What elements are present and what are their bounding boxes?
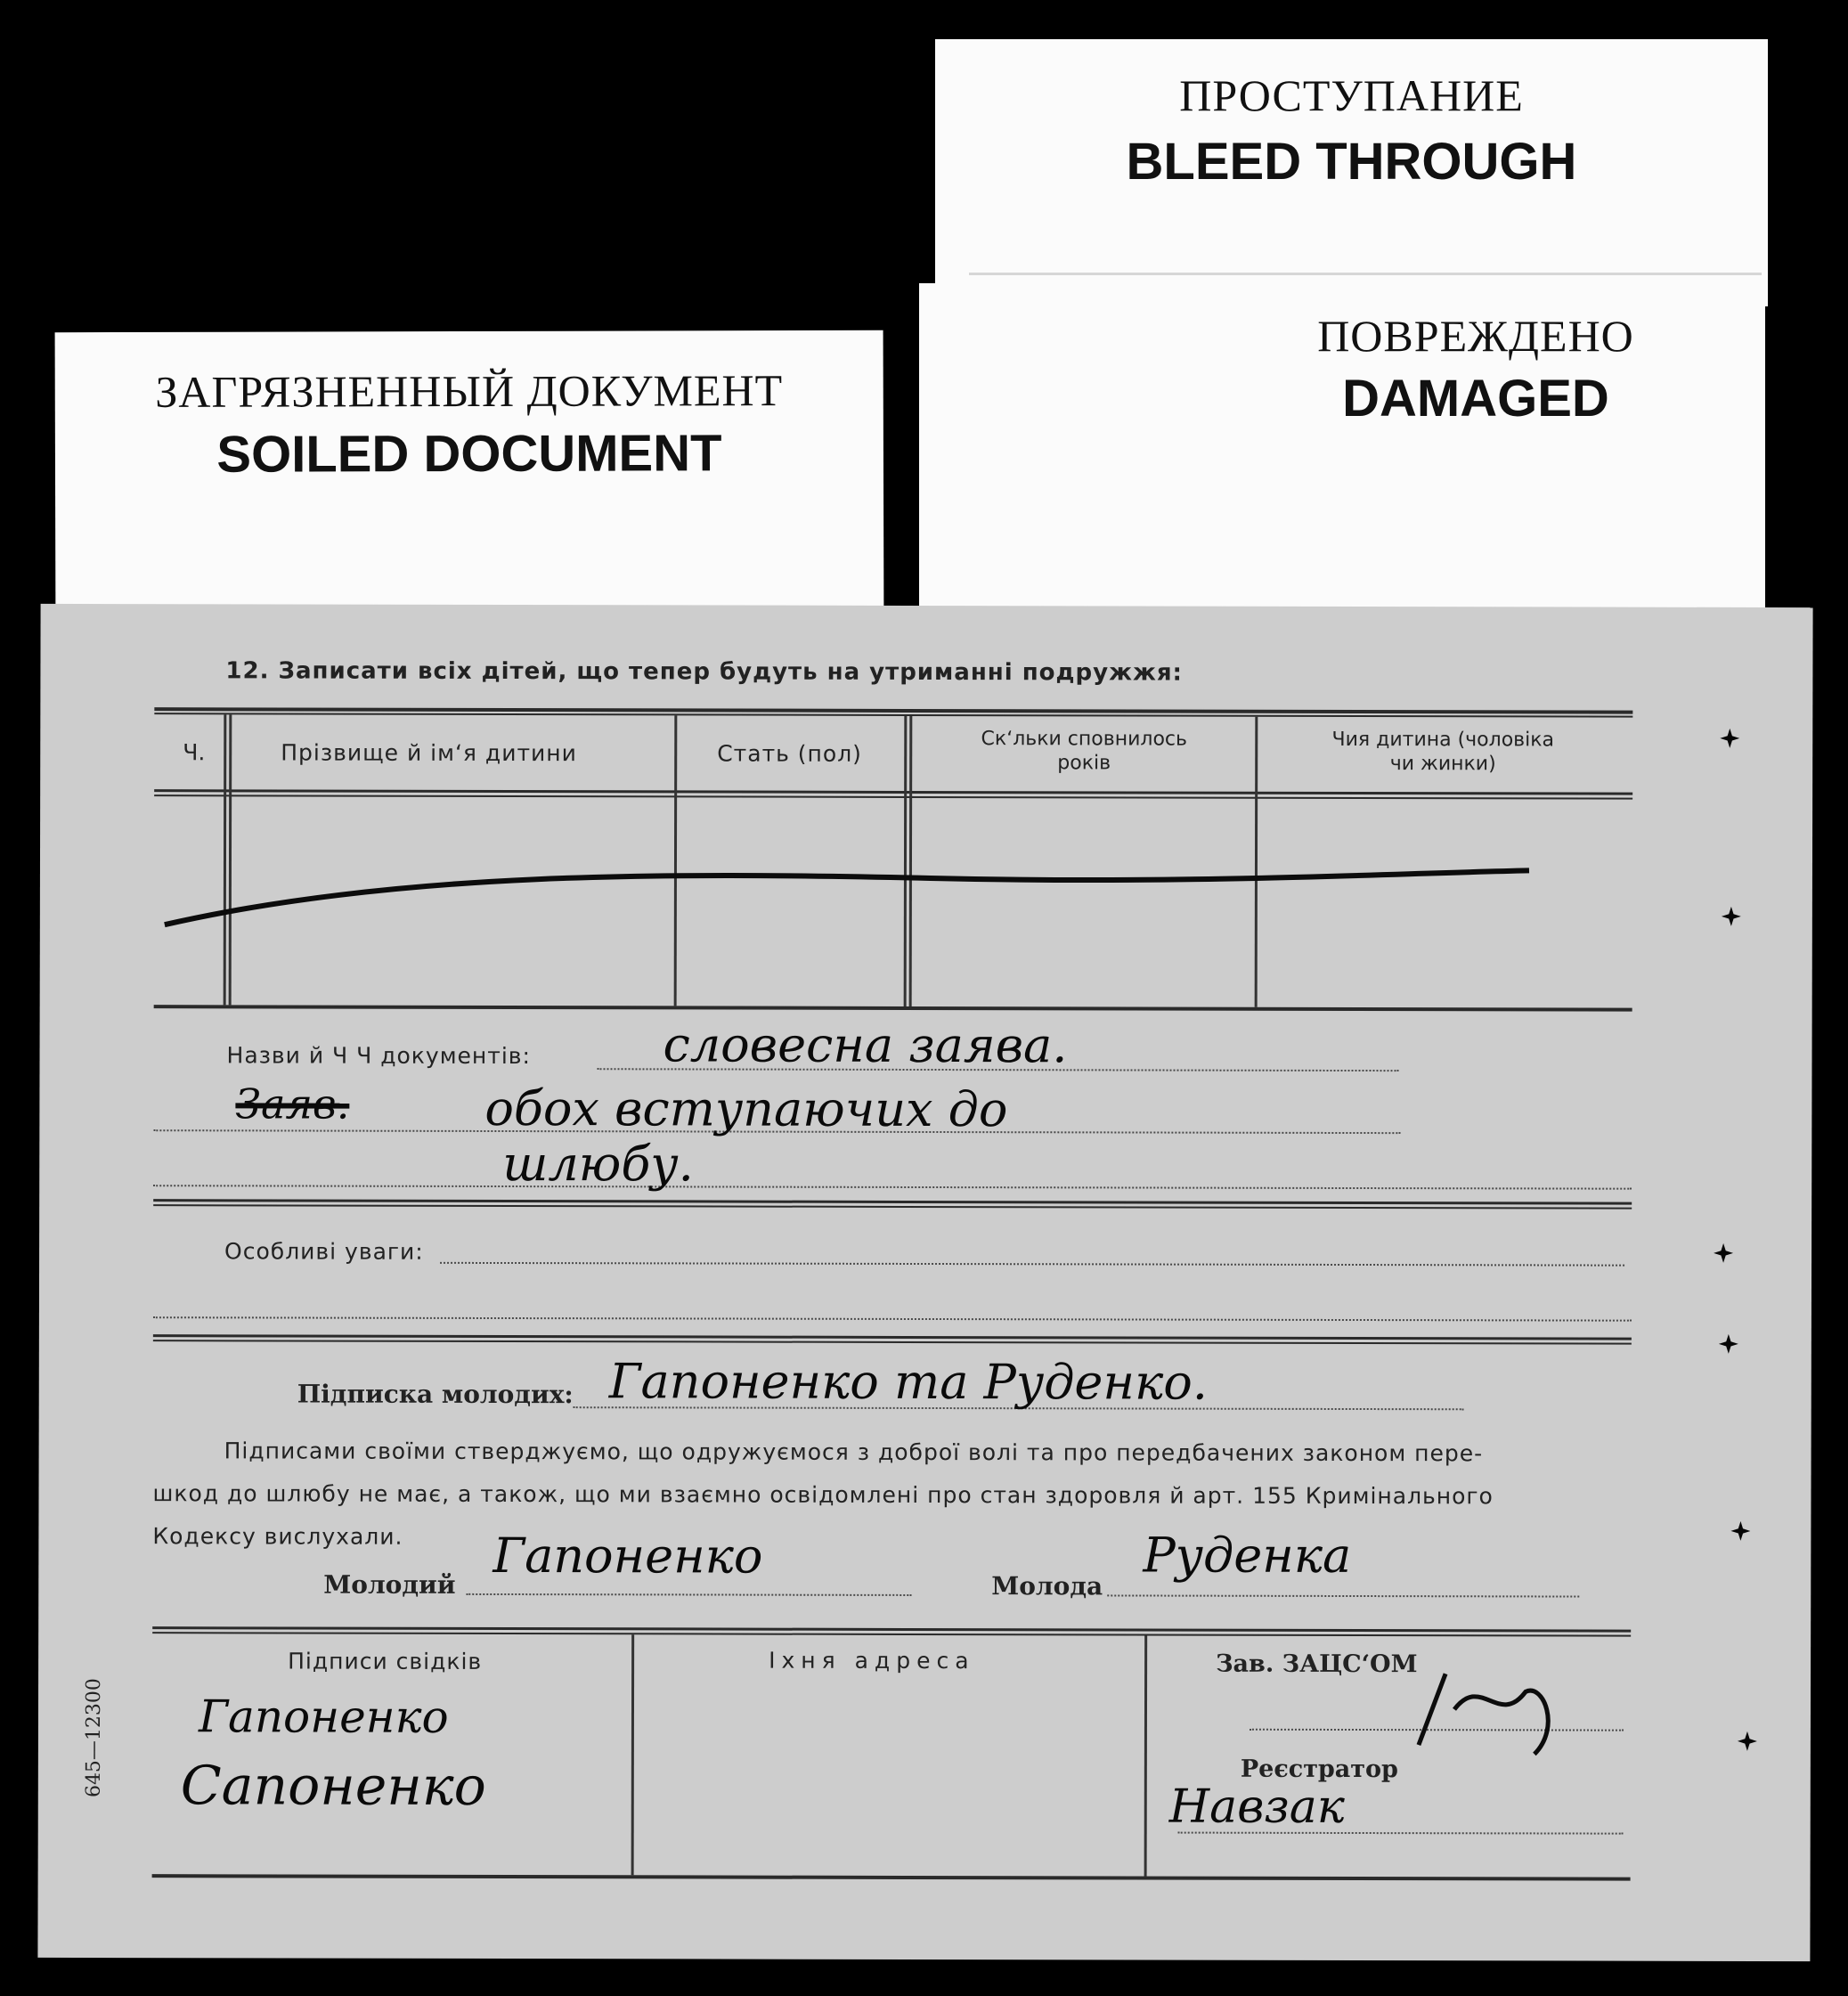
- marriage-form-page: [37, 604, 1812, 1961]
- registrar-signature: Навзак: [1168, 1780, 1345, 1834]
- damaged-card: [919, 283, 1765, 631]
- witness-signature-1: Гапоненко: [198, 1690, 449, 1743]
- registrar-label: Реєстратор: [1240, 1755, 1398, 1784]
- bride-label: Молода: [991, 1571, 1103, 1601]
- pledge-handwriting: Гапоненко та Руденко.: [608, 1353, 1208, 1411]
- head-signature-scribble: [1356, 1656, 1570, 1781]
- binding-hole: [1722, 907, 1741, 926]
- damaged-label-en: DAMAGED: [1342, 370, 1609, 428]
- documents-label: Назви й Ч Ч документів:: [226, 1042, 531, 1070]
- documents-handwriting-2: обох вступаючих до: [484, 1079, 1008, 1138]
- soiled-document-card: [55, 330, 884, 626]
- pledge-label: Підписка молодих:: [297, 1379, 574, 1410]
- bleed-label-en: BLEED THROUGH: [1126, 133, 1577, 191]
- col-header-name: Прізвище й ім‘я дитини: [281, 739, 577, 767]
- groom-signature: Гапоненко: [493, 1527, 763, 1585]
- col-header-sex: Стать (пол): [717, 740, 862, 767]
- soiled-label-en: SOILED DOCUMENT: [216, 424, 722, 484]
- binding-hole: [1730, 1521, 1750, 1541]
- remarks-label: Особливі уваги:: [224, 1238, 424, 1265]
- witness-signatures-header: Підписи свідків: [288, 1648, 483, 1674]
- section-12-title: 12. Записати всіх дітей, що тепер будуть на утриманні подружжя:: [225, 657, 1183, 687]
- documents-handwriting-3: шлюбу.: [502, 1136, 694, 1193]
- bride-signature: Руденка: [1143, 1527, 1352, 1585]
- witness-signature-2: Сапоненко: [180, 1755, 486, 1818]
- groom-label: Молодий: [323, 1569, 456, 1600]
- bleed-label-ru: ПРОСТУПАНИЕ: [1179, 70, 1524, 120]
- col-header-age: Ск‘льки сповнилось років: [981, 728, 1188, 775]
- empty-table-strike: [40, 604, 1644, 1053]
- statement-line-2: шкод до шлюбу не має, а також, що ми взаємно освідомлені про стан здоровля й арт. 155 Кримінального: [152, 1480, 1494, 1510]
- documents-struck-word: Заяв.: [235, 1079, 350, 1128]
- statement-line-1: Підписами своїми стверджуємо, що одружуємося з доброї волі та про передбачених законом пере-: [224, 1438, 1484, 1467]
- col-header-parent: Чия дитина (чоловіка чи жинки): [1331, 728, 1555, 776]
- witness-address-header: Іхня адреса: [769, 1647, 975, 1674]
- head-of-registry-label: Зав. ЗАЦС‘ОМ: [1216, 1650, 1418, 1679]
- statement-line-3: Кодексу вислухали.: [152, 1523, 403, 1550]
- soiled-label-ru: ЗАГРЯЗНЕННЫЙ ДОКУМЕНТ: [155, 365, 784, 417]
- card-seam: [969, 273, 1762, 275]
- print-code: 645—12300: [82, 1678, 106, 1798]
- binding-hole: [1714, 1243, 1733, 1263]
- binding-hole: [1720, 729, 1739, 748]
- binding-hole: [1719, 1334, 1738, 1354]
- bleed-through-card: [935, 39, 1768, 306]
- col-header-number: Ч.: [183, 739, 206, 766]
- binding-hole: [1738, 1731, 1757, 1751]
- documents-handwriting-1: словесна заява.: [663, 1016, 1068, 1074]
- damaged-label-ru: ПОВРЕЖДЕНО: [1317, 311, 1634, 361]
